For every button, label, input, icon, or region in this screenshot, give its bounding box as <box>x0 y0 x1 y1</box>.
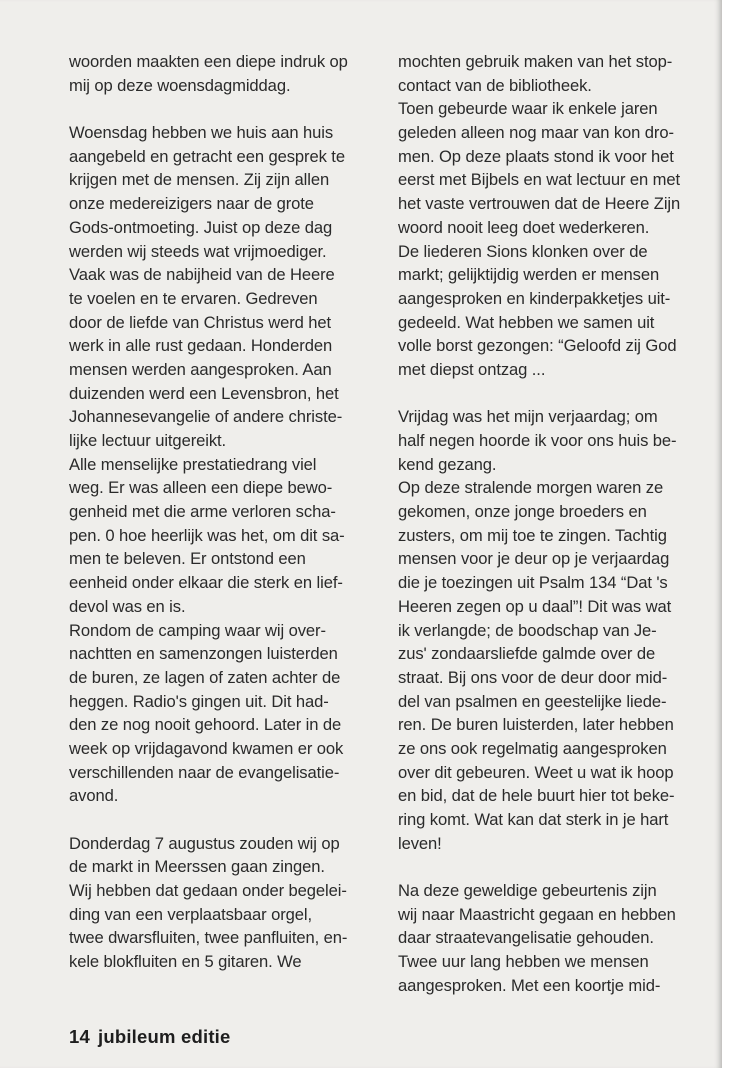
text-line: Op deze stralende morgen waren ze <box>398 478 664 498</box>
text-line: onze medereizigers naar de grote <box>69 194 314 214</box>
text-line: woord nooit leeg doet wederkeren. <box>398 217 650 237</box>
text-line: Twee uur lang hebben we mensen <box>398 952 649 972</box>
text-line: woorden maakten een diepe indruk op <box>69 52 348 71</box>
text-line: mensen werden aangesproken. Aan <box>69 359 332 379</box>
text-line: daar straatevangelisatie gehouden. <box>398 928 654 948</box>
text-line: men te beleven. Er ontstond een <box>69 549 306 569</box>
text-line: geleden alleen nog maar van kon dro- <box>398 123 674 143</box>
text-line: Woensdag hebben we huis aan huis <box>69 123 334 143</box>
text-line: werk in alle rust gedaan. Honderden <box>69 336 333 356</box>
text-line: week op vrijdagavond kwamen er ook <box>69 738 344 758</box>
text-line: del van psalmen en geestelijke liede- <box>398 691 667 711</box>
text-line: ze ons ook regelmatig aangesproken <box>398 738 667 758</box>
text-line: den ze nog nooit gehoord. Later in de <box>69 715 342 735</box>
text-line: over dit gebeuren. Weet u wat ik hoop <box>398 762 674 782</box>
paragraph <box>69 832 348 974</box>
text-line: Vaak was de nabijheid van de Heere <box>69 265 335 285</box>
text-line: gedeeld. Wat hebben we samen uit <box>398 312 655 332</box>
text-line: twee dwarsfluiten, twee panfluiten, en- <box>69 928 348 948</box>
text-line: zusters, om mij toe te zingen. Tachtig <box>398 525 667 545</box>
text-line: eerst met Bijbels en wat lectuur en met <box>398 170 681 190</box>
text-line: contact van de bibliotheek. <box>398 75 592 95</box>
text-line: Heeren zegen op u daal”! Dit was wat <box>398 596 672 616</box>
paragraph <box>398 879 680 997</box>
text-line: zus' zondaarsliefde galmde over de <box>398 644 656 664</box>
text-line: eenheid onder elkaar die sterk en lief- <box>69 573 343 593</box>
text-line: heggen. Radio's gingen uit. Dit had- <box>69 691 329 711</box>
text-line: aangebeld en getracht een gesprek te <box>69 146 345 166</box>
text-line: half negen hoorde ik voor ons huis be- <box>398 431 677 450</box>
text-line: avond. <box>69 786 119 806</box>
text-line: mij op deze woensdagmiddag. <box>69 75 291 95</box>
paragraph <box>69 50 348 97</box>
text-line: Na deze geweldige gebeurtenis zijn <box>398 881 657 901</box>
text-line: met diepst ontzag ... <box>398 359 546 379</box>
text-line: Rondom de camping waar wij over- <box>69 620 326 640</box>
text-line: krijgen met de mensen. Zij zijn allen <box>69 170 330 190</box>
text-line: verschillenden naar de evangelisatie- <box>69 762 340 782</box>
text-line: door de liefde van Christus werd het <box>69 312 332 332</box>
right-column <box>398 50 680 1021</box>
page-footer <box>69 1026 231 1048</box>
text-line: Alle menselijke prestatiedrang viel <box>69 454 317 474</box>
text-line: De liederen Sions klonken over de <box>398 241 648 261</box>
text-line: Toen gebeurde waar ik enkele jaren <box>398 99 658 119</box>
paragraph <box>69 121 348 808</box>
text-line: Johannesevangelie of andere christe- <box>69 407 343 427</box>
text-line: werden wij steeds wat vrijmoediger. <box>69 241 327 261</box>
text-line: men. Op deze plaats stond ik voor het <box>398 146 674 166</box>
text-line: devol was en is. <box>69 596 186 616</box>
text-line: markt; gelijktijdig werden er mensen <box>398 265 660 285</box>
text-line: wij naar Maastricht gegaan en hebben <box>398 904 676 924</box>
text-line: Wij hebben dat gedaan onder begelei- <box>69 881 347 901</box>
text-line: ren. De buren luisterden, later hebben <box>398 715 674 735</box>
text-line: aangesproken. Met een koortje mid- <box>398 975 661 995</box>
text-line: die je toezingen uit Psalm 134 “Dat 's <box>398 573 668 593</box>
paragraph <box>398 50 680 382</box>
paragraph <box>398 405 680 855</box>
text-line: straat. Bij ons voor de deur door mid- <box>398 667 668 687</box>
text-line: kele blokfluiten en 5 gitaren. We <box>69 952 302 972</box>
text-line: ring komt. Wat kan dat sterk in je hart <box>398 810 669 829</box>
text-line: duizenden werd een Levensbron, het <box>69 383 339 403</box>
text-line: mensen voor je deur op je verjaardag <box>398 549 670 569</box>
text-line: weg. Er was alleen een diepe bewo- <box>69 478 333 498</box>
text-line: Vrijdag was het mijn verjaardag; om <box>398 407 658 427</box>
text-line: leven! <box>398 833 442 853</box>
page-number: 14 <box>69 1026 90 1047</box>
text-line: aangesproken en kinderpakketjes uit- <box>398 288 671 308</box>
publication-title: jubileum editie <box>97 1026 231 1047</box>
text-line: ik verlangde; de boodschap van Je- <box>398 620 657 640</box>
text-line: Donderdag 7 augustus zouden wij op <box>69 833 340 853</box>
text-line: de buren, ze lagen of zaten achter de <box>69 667 341 687</box>
text-line: mochten gebruik maken van het stop- <box>398 52 673 71</box>
text-line: kend gezang. <box>398 454 497 474</box>
text-line: ding van een verplaatsbaar orgel, <box>69 904 313 924</box>
text-line: te voelen en te ervaren. Gedreven <box>69 288 318 308</box>
text-line: gekomen, onze jonge broeders en <box>398 502 647 522</box>
text-line: pen. 0 hoe heerlijk was het, om dit sa- <box>69 525 345 545</box>
text-line: volle borst gezongen: “Geloofd zij God <box>398 336 677 356</box>
text-line: genheid met die arme verloren scha- <box>69 502 336 522</box>
text-line: lijke lectuur uitgereikt. <box>69 431 227 450</box>
text-line: de markt in Meerssen gaan zingen. <box>69 857 325 877</box>
text-line: nachtten en samenzongen luisterden <box>69 644 338 664</box>
text-line: en bid, dat de hele buurt hier tot beke- <box>398 786 675 806</box>
text-line: Gods-ontmoeting. Juist op deze dag <box>69 217 333 237</box>
left-column <box>69 50 348 998</box>
text-line: het vaste vertrouwen dat de Heere Zijn <box>398 194 681 214</box>
